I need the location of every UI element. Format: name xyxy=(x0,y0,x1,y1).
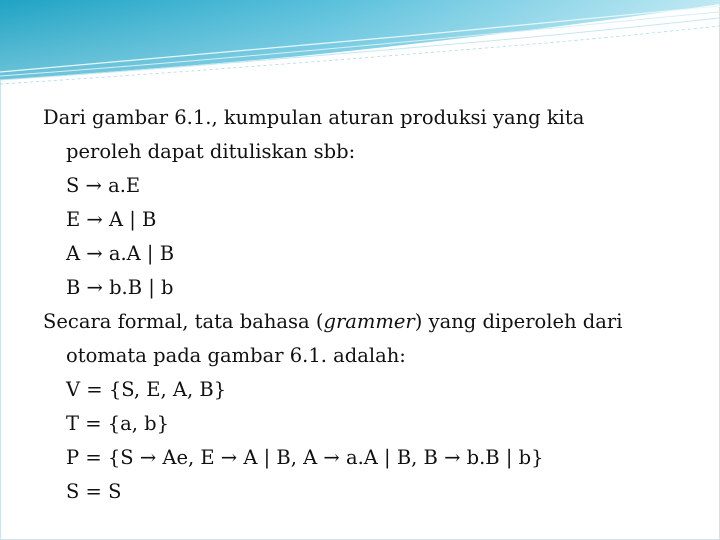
production-rule-3: A → a.A | B xyxy=(66,242,175,265)
production-rule-1: S → a.E xyxy=(66,174,141,197)
header-wave-decoration xyxy=(0,0,720,100)
grammar-definition-v: V = {S, E, A, B} xyxy=(66,378,227,401)
paragraph2-emphasis: grammer xyxy=(323,310,415,333)
paragraph2-line1-post: ) yang diperoleh dari xyxy=(414,310,623,333)
production-rule-4: B → b.B | b xyxy=(66,276,174,299)
paragraph1-line2: peroleh dapat dituliskan sbb: xyxy=(66,140,356,163)
production-rule-2: E → A | B xyxy=(66,208,157,231)
grammar-definition-p: P = {S → Ae, E → A | B, A → a.A | B, B → b.B | b} xyxy=(66,446,544,469)
grammar-definition-s: S = S xyxy=(66,480,122,503)
slide-body xyxy=(43,101,703,509)
grammar-definition-t: T = {a, b} xyxy=(66,412,170,435)
paragraph2-line2: otomata pada gambar 6.1. adalah: xyxy=(66,344,406,367)
paragraph2-line1-pre: Secara formal, tata bahasa ( xyxy=(43,310,324,333)
paragraph2-line1 xyxy=(43,305,703,339)
paragraph1-line1: Dari gambar 6.1., kumpulan aturan produksi yang kita xyxy=(43,106,585,129)
